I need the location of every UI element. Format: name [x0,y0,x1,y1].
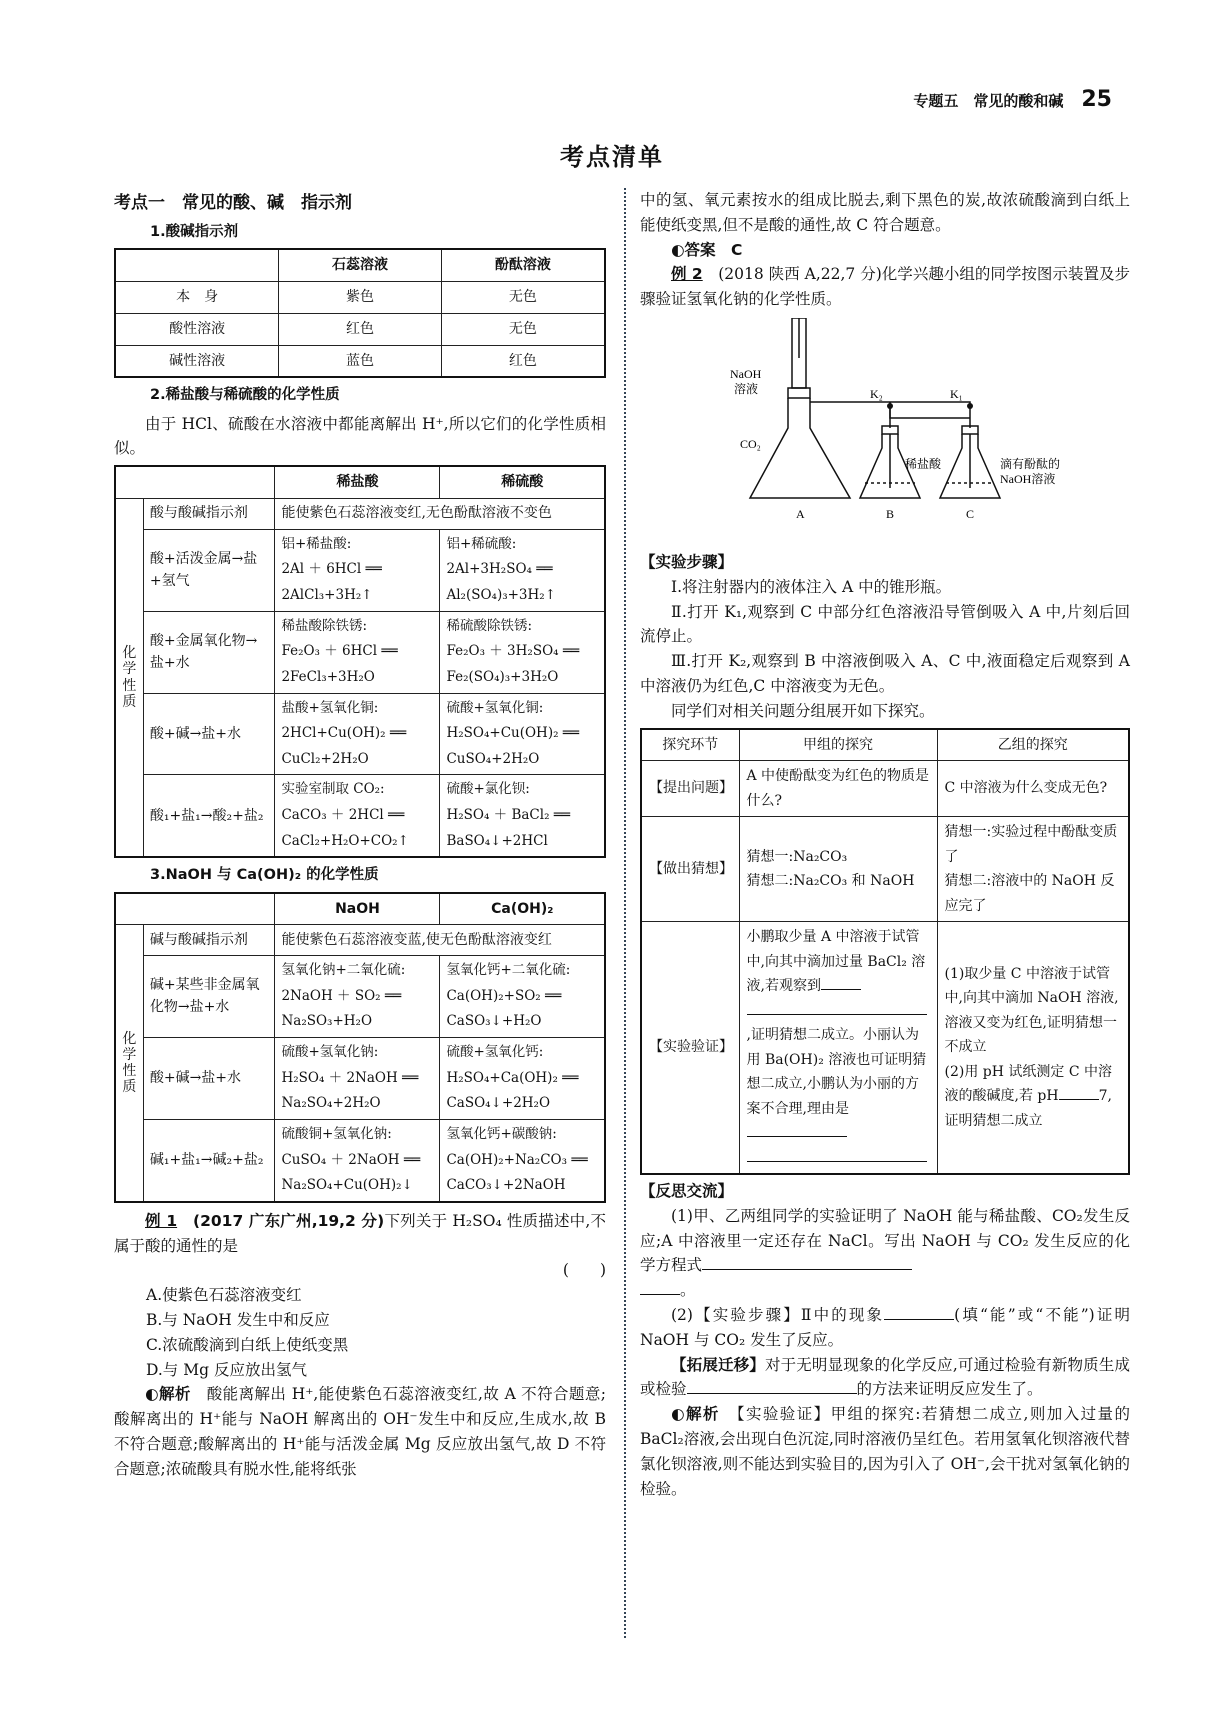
group-b-cell: (1)取少量 C 中溶液于试管中,向其中滴加 NaOH 溶液,溶液又变为红色,证明猜想一不成立 (2)用 pH 试纸测定 C 中溶液的酸碱度,若 pH 7,证明猜想二成立 [937,922,1129,1175]
table-row [641,761,1129,817]
answer-blank[interactable] [1059,1086,1099,1100]
table-header: 甲组的探究 [739,729,937,761]
indicator-table [114,248,606,378]
table-header [115,249,279,281]
clamp-k1 [967,403,973,409]
side-char: 化 [122,1030,137,1047]
hcl-reaction: 实验室制取 CO₂: CaCO₃ ＋ 2HCl ══ CaCl₂+H₂O+CO₂↑ [275,775,440,857]
label-co2: CO₂ [740,436,761,451]
side-char: 学 [122,661,137,678]
option-b: B.与 NaOH 发生中和反应 [146,1310,330,1329]
hcl-reaction: 铝+稀盐酸: 2Al ＋ 6HCl ══ 2AlCl₃+3H₂↑ [275,529,440,611]
side-char: 性 [122,677,137,694]
subheading-acids: 2.稀盐酸与稀硫酸的化学性质 [150,387,340,404]
flask-a [750,398,850,498]
steps-heading: 【实验步骤】 [640,552,734,571]
acid-properties-table [114,465,606,858]
example-1 [114,1209,606,1482]
base-properties-table [114,892,606,1203]
page-number: 25 [1081,87,1112,112]
inquiry-table [640,728,1130,1176]
label-k2: K₂ [870,386,883,401]
table-header: Ca(OH)₂ [440,893,605,925]
table-header: 探究环节 [641,729,739,761]
table-cell: 紫色 [279,281,442,313]
side-label [115,498,143,857]
table-cell: 红色 [441,345,605,377]
side-char: 质 [122,693,137,710]
column-divider [624,188,626,1638]
answer-blank[interactable] [687,1379,857,1395]
stage-label: 【做出猜想】 [641,817,739,922]
reflection-q1: (1)甲、乙两组同学的实验证明了 NaOH 能与稀盐酸、CO₂发生反应;A 中溶液里一定还存在 NaCl。写出 NaOH 与 CO₂ 发生反应的化学方程式 。 [640,1206,1130,1300]
example-source: (2017 广东广州,19,2 分) [193,1211,385,1230]
topic-heading: 考点一 常见的酸、碱 指示剂 [114,193,352,213]
side-label [115,925,143,1202]
acid-intro: 由于 HCl、硫酸在水溶液中都能离解出 H⁺,所以它们的化学性质相似。 [114,414,606,458]
answer-blank[interactable] [702,1255,912,1271]
table-row [115,693,605,775]
example-stem: 下列关于 H₂SO₄ 性质描述中,不属于酸的通性的是 [114,1211,606,1255]
group-b-cell: C 中溶液为什么变成无色? [937,761,1129,817]
h2so4-reaction: 硫酸+氯化钡: H₂SO₄ ＋ BaCl₂ ══ BaSO₄↓+2HCl [440,775,605,857]
answer-parens: ( ) [562,1261,606,1280]
answer-blank[interactable] [884,1305,954,1321]
reflection-q2: (2)【实验步骤】Ⅱ中的现象 (填“能”或“不能”)证明 NaOH 与 CO₂ 发生了反应。 [640,1306,1130,1349]
clamp-k2 [887,403,893,409]
step-1: Ⅰ.将注射器内的液体注入 A 中的锥形瓶。 [671,577,952,596]
hcl-reaction: 稀盐酸除铁锈: Fe₂O₃ ＋ 6HCl ══ 2FeCl₃+3H₂O [275,611,440,693]
page-title: 考点清单 [560,143,664,171]
table-cell: 红色 [279,313,442,345]
table-row [115,956,605,1038]
table-cell: 无色 [441,313,605,345]
table-row [641,922,1129,1175]
h2so4-reaction: 铝+稀硫酸: 2Al+3H₂SO₄ ══ Al₂(SO₄)₃+3H₂↑ [440,529,605,611]
table-row [115,775,605,857]
table-cell: 本 身 [115,281,279,313]
property-name: 碱与酸碱指示剂 [143,925,275,956]
table-row [115,529,605,611]
property-name: 碱+某些非金属氧化物→盐+水 [143,956,275,1038]
h2so4-reaction: 硫酸+氢氧化铜: H₂SO₄+Cu(OH)₂ ══ CuSO₄+2H₂O [440,693,605,775]
table-header: 稀硫酸 [440,466,605,498]
property-name: 酸与酸碱指示剂 [143,498,275,529]
table-row [115,1037,605,1119]
left-column [114,190,606,1482]
answer-blank[interactable] [747,1001,927,1015]
table-header: 稀盐酸 [275,466,440,498]
right-column [640,188,1130,1501]
table-row [115,611,605,693]
example-stem: 化学兴趣小组的同学按图示装置及步骤验证氢氧化钠的化学性质。 [640,265,1130,309]
option-d: D.与 Mg 反应放出氢气 [146,1360,307,1379]
group-a-cell: A 中使酚酞变为红色的物质是什么? [739,761,937,817]
side-char: 性 [122,1062,137,1079]
analysis-2: ◐解析 【实验验证】甲组的探究:若猜想二成立,则加入过量的 BaCl₂溶液,会出现白色沉淀,同时溶液仍呈红色。若用氢氧化钡溶液代替氯化钡溶液,则不能达到实验目的,因为引入了 OH⁻,会干扰对氢氧化钠的检验。 [640,1405,1130,1498]
label-solution: 溶液 [734,381,759,396]
section-title: 专题五 常见的酸和碱 [913,92,1064,110]
caoh2-reaction: 硫酸+氢氧化钙: H₂SO₄+Ca(OH)₂ ══ CaSO₄↓+2H₂O [440,1037,605,1119]
label-c: C [966,506,975,521]
answer-label: ◐答案 [671,240,716,259]
group-b-cell: 猜想一:实验过程中酚酞变质了 猜想二:溶液中的 NaOH 反应完了 [937,817,1129,922]
example-label: 例 2 [671,265,703,284]
inquiry-intro: 同学们对相关问题分组展开如下探究。 [671,701,935,720]
analysis-label: ◐解析 [145,1385,191,1404]
group-a-cell: 小鹏取少量 A 中溶液于试管中,向其中滴加过量 BaCl₂ 溶液,若观察到 ,证明猜想二成立。小丽认为用 Ba(OH)₂ 溶液也可证明猜想二成立,小鹏认为小丽的方案不合理,理由是 [739,922,937,1175]
side-char: 学 [122,1046,137,1063]
subheading-indicators: 1.酸碱指示剂 [150,224,239,241]
step-2: Ⅱ.打开 K₁,观察到 C 中部分红色溶液沿导管倒吸入 A 中,片刻后回流停止。 [640,602,1130,646]
table-cell: 蓝色 [279,345,442,377]
table-header [115,893,275,925]
table-cell: 酸性溶液 [115,313,279,345]
page-header [913,82,1112,117]
table-header: 酚酞溶液 [441,249,605,281]
answer-blank[interactable] [821,976,861,990]
label-naoh: NaOH [730,366,762,381]
property-name: 酸+碱→盐+水 [143,693,275,775]
property-name: 酸+金属氧化物→盐+水 [143,611,275,693]
caoh2-reaction: 氢氧化钙+二氧化硫: Ca(OH)₂+SO₂ ══ CaSO₃↓+H₂O [440,956,605,1038]
answer-value: C [731,240,743,259]
caoh2-reaction: 氢氧化钙+碳酸钠: Ca(OH)₂+Na₂CO₃ ══ CaCO₃↓+2NaOH [440,1119,605,1201]
stage-label: 【实验验证】 [641,922,739,1175]
naoh-reaction: 硫酸铜+氢氧化钠: CuSO₄ ＋ 2NaOH ══ Na₂SO₄+Cu(OH)₂↓ [275,1119,440,1201]
label-b: B [886,506,895,521]
label-hcl: 稀盐酸 [905,456,942,471]
table-cell: 无色 [441,281,605,313]
table-row [115,1119,605,1201]
step-3: Ⅲ.打开 K₂,观察到 B 中溶液倒吸入 A、C 中,液面稳定后观察到 A 中溶液仍为红色,C 中溶液变为无色。 [640,652,1130,695]
reflection-heading: 【反思交流】 [640,1182,734,1201]
hcl-reaction: 盐酸+氢氧化铜: 2HCl+Cu(OH)₂ ══ CuCl₂+2H₂O [275,693,440,775]
property-name: 酸₁+盐₁→酸₂+盐₂ [143,775,275,857]
table-cell: 碱性溶液 [115,345,279,377]
table-header: 石蕊溶液 [279,249,442,281]
table-header: 乙组的探究 [937,729,1129,761]
naoh-reaction: 硫酸+氢氧化钠: H₂SO₄ ＋ 2NaOH ══ Na₂SO₄+2H₂O [275,1037,440,1119]
subheading-bases: 3.NaOH 与 Ca(OH)₂ 的化学性质 [150,867,379,884]
option-c: C.浓硫酸滴到白纸上使纸变黑 [146,1335,349,1354]
analysis-continued: 中的氢、氧元素按水的组成比脱去,剩下黑色的炭,故浓硫酸滴到白纸上能使纸变黑,但不是酸的通性,故 C 符合题意。 [640,191,1130,234]
naoh-reaction: 氢氧化钠+二氧化硫: 2NaOH ＋ SO₂ ══ Na₂SO₃+H₂O [275,956,440,1038]
table-row [641,817,1129,922]
example-source: (2018 陕西 A,22,7 分) [718,265,882,284]
answer-blank[interactable] [747,1123,847,1137]
property-desc: 能使紫色石蕊溶液变红,无色酚酞溶液不变色 [275,498,605,529]
h2so4-reaction: 稀硫酸除铁锈: Fe₂O₃ ＋ 3H₂SO₄ ══ Fe₂(SO₄)₃+3H₂O [440,611,605,693]
side-char: 化 [122,645,137,662]
example-label: 例 1 [145,1211,178,1230]
stage-label: 【提出问题】 [641,761,739,817]
group-a-cell: 猜想一:Na₂CO₃ 猜想二:Na₂CO₃ 和 NaOH [739,817,937,922]
label-k1: K₁ [950,386,963,401]
table-header: NaOH [275,893,440,925]
analysis-text: 酸能离解出 H⁺,能使紫色石蕊溶液变红,故 A 不符合题意;酸解离出的 H⁺能与 NaOH 解离出的 OH⁻发生中和反应,生成水,故 B 不符合题意;酸解离出的 H⁺能与活泼金属 Mg 反应放出氢气,故 D 不符合题意;浓硫酸具有脱水性,能将纸张 [114,1385,606,1478]
answer-blank[interactable] [640,1280,680,1296]
label-phenolphthalein: 滴有酚酞的 [1000,456,1061,471]
apparatus-diagram [710,318,1090,546]
side-char: 质 [122,1079,137,1095]
label-naoh-solution: NaOH溶液 [1000,471,1056,486]
table-row [115,281,605,313]
property-name: 酸+碱→盐+水 [143,1037,275,1119]
label-a: A [796,506,805,521]
answer-blank[interactable] [747,1148,927,1162]
table-header [115,466,275,498]
property-desc: 能使紫色石蕊溶液变蓝,使无色酚酞溶液变红 [275,925,605,956]
property-name: 碱₁+盐₁→碱₂+盐₂ [143,1119,275,1201]
extension: 【拓展迁移】对于无明显现象的化学反应,可通过检验有新物质生成或检验 的方法来证明反应发生了。 [640,1355,1130,1399]
option-a: A.使紫色石蕊溶液变红 [146,1286,302,1305]
table-row [115,313,605,345]
table-row [115,345,605,377]
property-name: 酸+活泼金属→盐+氢气 [143,529,275,611]
